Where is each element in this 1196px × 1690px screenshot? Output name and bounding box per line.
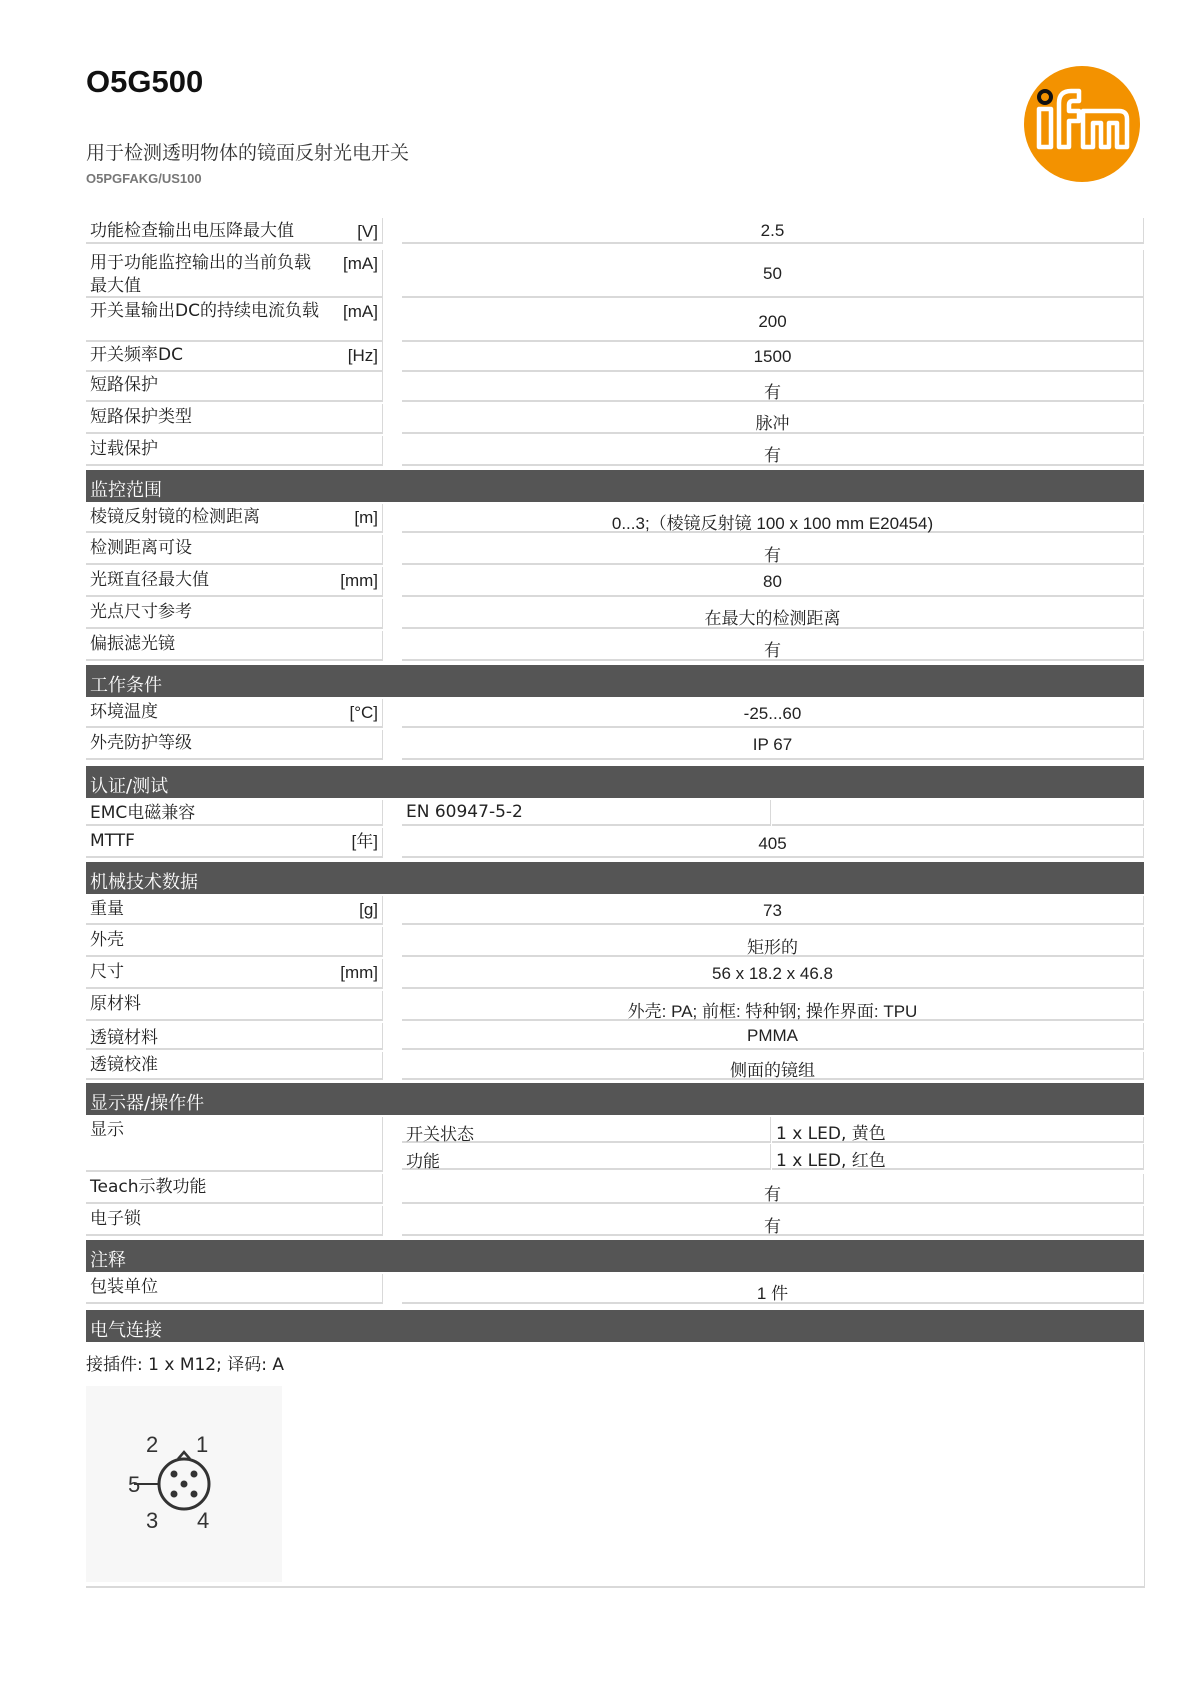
spec-row bbox=[86, 991, 1144, 1023]
spec-label: 短路保护 bbox=[90, 375, 158, 395]
spec-unit: [mm] bbox=[340, 571, 378, 590]
spec-label: 显示 bbox=[90, 1120, 124, 1140]
spec-unit: [Hz] bbox=[347, 346, 378, 365]
spec-value: 矩形的 bbox=[747, 938, 798, 957]
spec-row bbox=[86, 1206, 1144, 1240]
spec-label: 过载保护 bbox=[90, 439, 158, 459]
section-title: 注释 bbox=[90, 1250, 126, 1271]
section-title: 机械技术数据 bbox=[90, 872, 198, 893]
spec-value: PMMA bbox=[747, 1026, 798, 1045]
spec-label: 外壳 bbox=[90, 930, 124, 950]
part-number: O5PGFAKG/US100 bbox=[86, 171, 202, 186]
spec-label: 环境温度 bbox=[90, 702, 158, 722]
display-item-value: 1 x LED, 红色 bbox=[776, 1151, 886, 1171]
spec-row bbox=[86, 927, 1144, 959]
spec-value: 有 bbox=[764, 546, 781, 565]
section-header-mechanical bbox=[86, 862, 1144, 894]
pin-dot bbox=[181, 1481, 188, 1488]
spec-value: 外壳: PA; 前框: 特种钢; 操作界面: TPU bbox=[627, 1002, 918, 1021]
pin-dot bbox=[191, 1471, 198, 1478]
m12-pin-diagram bbox=[86, 1386, 282, 1582]
spec-value: 405 bbox=[758, 834, 787, 853]
spec-value: 73 bbox=[763, 901, 782, 920]
spec-label: 尺寸 bbox=[90, 962, 124, 982]
spec-unit: [mA] bbox=[343, 302, 378, 321]
section-header-monitoring bbox=[86, 470, 1144, 502]
spec-row bbox=[86, 1052, 1144, 1083]
spec-label: 光斑直径最大值 bbox=[90, 570, 209, 590]
section-title: 认证/测试 bbox=[90, 776, 169, 797]
pin-label: 2 bbox=[146, 1432, 159, 1457]
section-header-operating bbox=[86, 665, 1144, 697]
spec-value: 56 x 18.2 x 46.8 bbox=[712, 964, 833, 983]
spec-value: 脉冲 bbox=[755, 414, 790, 433]
pin-label: 5 bbox=[128, 1472, 141, 1497]
display-item-name: 开关状态 bbox=[406, 1125, 474, 1145]
spec-row bbox=[86, 1117, 1144, 1174]
spec-row bbox=[86, 250, 1144, 298]
spec-label: 重量 bbox=[90, 899, 124, 919]
spec-row bbox=[86, 1023, 1144, 1052]
section-title: 电气连接 bbox=[90, 1320, 162, 1341]
spec-label: 开关量输出DC的持续电流负载 bbox=[90, 301, 319, 321]
spec-unit: [m] bbox=[354, 508, 378, 527]
spec-label: 包装单位 bbox=[90, 1277, 158, 1297]
spec-unit: [g] bbox=[359, 900, 378, 919]
pin-label: 4 bbox=[197, 1508, 210, 1533]
spec-value: 2.5 bbox=[760, 221, 785, 240]
spec-row bbox=[86, 631, 1144, 665]
spec-label: 原材料 bbox=[90, 994, 141, 1014]
spec-value: 50 bbox=[763, 264, 782, 283]
spec-row bbox=[86, 1274, 1144, 1310]
spec-row bbox=[86, 730, 1144, 766]
spec-value: IP 67 bbox=[752, 735, 793, 754]
spec-value: 在最大的检测距离 bbox=[704, 609, 841, 628]
spec-unit: [mm] bbox=[340, 963, 378, 982]
spec-row bbox=[86, 404, 1144, 436]
section-title: 显示器/操作件 bbox=[90, 1093, 205, 1114]
spec-value: 200 bbox=[758, 312, 787, 331]
section-header-approvals bbox=[86, 766, 1144, 798]
spec-row bbox=[86, 436, 1144, 470]
spec-unit: [mA] bbox=[343, 254, 378, 273]
section-header-display bbox=[86, 1083, 1144, 1115]
spec-label: 检测距离可设 bbox=[90, 538, 192, 558]
spec-label: 光点尺寸参考 bbox=[90, 602, 192, 622]
spec-row bbox=[86, 699, 1144, 730]
spec-unit: [年] bbox=[351, 832, 378, 851]
spec-label: 功能检查输出电压降最大值 bbox=[90, 221, 294, 241]
spec-row bbox=[86, 599, 1144, 631]
spec-unit: [V] bbox=[357, 222, 378, 241]
display-item-value: 1 x LED, 黄色 bbox=[776, 1124, 886, 1144]
spec-label: 电子锁 bbox=[90, 1209, 141, 1229]
spec-value: EN 60947-5-2 bbox=[406, 802, 523, 822]
section-title: 监控范围 bbox=[90, 480, 162, 501]
pin-dot bbox=[171, 1471, 178, 1478]
ifm-logo bbox=[1023, 65, 1141, 183]
section-title: 工作条件 bbox=[90, 675, 162, 696]
display-item-name: 功能 bbox=[406, 1152, 440, 1172]
spec-unit: [°C] bbox=[349, 703, 378, 722]
spec-row bbox=[86, 1174, 1144, 1206]
spec-row bbox=[86, 298, 1144, 342]
product-title: O5G500 bbox=[86, 64, 204, 99]
spec-table bbox=[86, 218, 1144, 1588]
pin-dot bbox=[171, 1491, 178, 1498]
spec-value: 有 bbox=[764, 641, 781, 660]
spec-label: MTTF bbox=[90, 831, 135, 851]
spec-row bbox=[86, 218, 1144, 244]
spec-label: 透镜校准 bbox=[90, 1055, 158, 1075]
spec-value: 1500 bbox=[753, 347, 792, 366]
spec-label: 用于功能监控输出的当前负载最大值 bbox=[90, 253, 311, 296]
pin-label: 3 bbox=[146, 1508, 159, 1533]
spec-label: Teach示教功能 bbox=[90, 1177, 207, 1197]
spec-label: 短路保护类型 bbox=[90, 407, 192, 427]
spec-value: 侧面的镜组 bbox=[730, 1061, 815, 1080]
spec-value: 80 bbox=[763, 572, 782, 591]
spec-row bbox=[86, 372, 1144, 404]
connector-description: 接插件: 1 x M12; 译码: A bbox=[86, 1355, 285, 1375]
spec-row bbox=[86, 342, 1144, 372]
pin-label: 1 bbox=[196, 1432, 209, 1457]
spec-row bbox=[86, 567, 1144, 599]
spec-label: EMC电磁兼容 bbox=[90, 803, 196, 823]
spec-label: 透镜材料 bbox=[90, 1028, 158, 1048]
electrical-connection-block bbox=[86, 1342, 1144, 1588]
spec-value: 有 bbox=[764, 1185, 781, 1204]
spec-row bbox=[86, 535, 1144, 567]
spec-value: 1 件 bbox=[756, 1284, 789, 1303]
spec-label: 开关频率DC bbox=[90, 345, 183, 365]
spec-value: 有 bbox=[764, 1217, 781, 1236]
section-header-electrical bbox=[86, 1310, 1144, 1342]
spec-label: 棱镜反射镜的检测距离 bbox=[90, 507, 260, 527]
spec-row bbox=[86, 896, 1144, 927]
spec-label: 偏振滤光镜 bbox=[90, 634, 175, 654]
pin-dot bbox=[191, 1491, 198, 1498]
spec-row bbox=[86, 800, 1144, 828]
spec-value: 0...3;（棱镜反射镜 100 x 100 mm E20454) bbox=[611, 514, 934, 533]
spec-value: 有 bbox=[764, 383, 781, 402]
spec-label: 外壳防护等级 bbox=[90, 733, 192, 753]
section-header-notes bbox=[86, 1240, 1144, 1272]
spec-row bbox=[86, 504, 1144, 535]
spec-row bbox=[86, 959, 1144, 991]
spec-value: 有 bbox=[764, 446, 781, 465]
spec-row bbox=[86, 828, 1144, 862]
spec-value: -25...60 bbox=[743, 704, 802, 723]
product-subtitle: 用于检测透明物体的镜面反射光电开关 bbox=[86, 142, 410, 164]
